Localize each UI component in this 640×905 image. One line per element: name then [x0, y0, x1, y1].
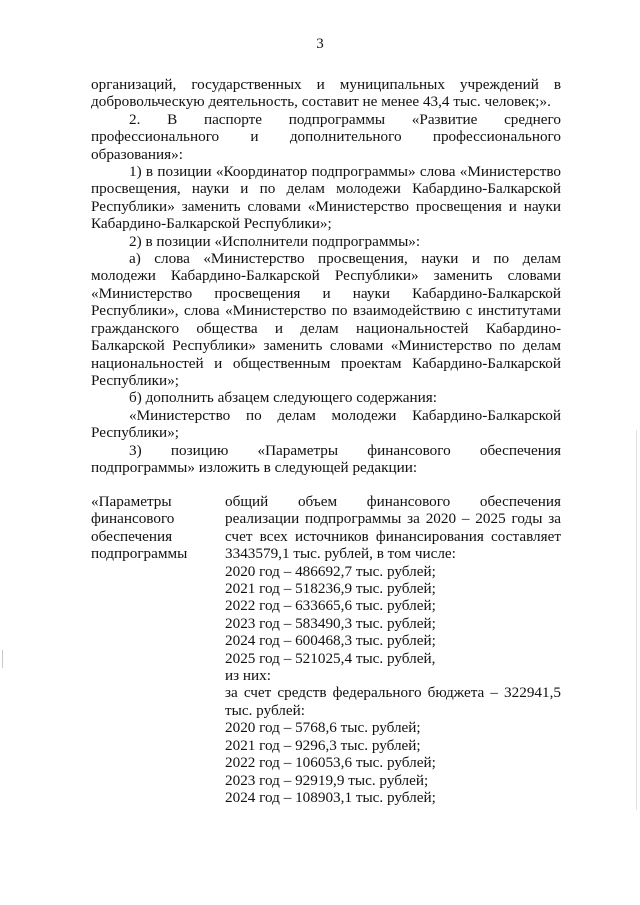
paragraph-coordinator-change: 1) в позиции «Координатор подпрограммы» слова «Министерство просвещения, науки и по делам молодежи Кабардино-Балкарской Республики» заменить словами «Министерство просвещения и науки Кабардино-Балкарской Республики»; — [91, 163, 561, 233]
financing-parameters-label — [91, 493, 221, 806]
scan-edge-mark — [2, 650, 3, 668]
label-line: «Параметры — [91, 493, 172, 510]
total-year-row: 2024 год – 600468,3 тыс. рублей; — [225, 632, 436, 650]
total-year-row: 2020 год – 486692,7 тыс. рублей; — [225, 562, 436, 580]
label-line: финансового — [91, 510, 175, 528]
scan-edge-line — [636, 430, 637, 810]
document-body — [91, 76, 561, 476]
total-year-row: 2023 год – 583490,3 тыс. рублей; — [225, 614, 436, 632]
paragraph-executors-a: а) слова «Министерство просвещения, науки и по делам молодежи Кабардино-Балкарской Республики» заменить словами «Министерство просвещения и науки Кабардино-Балкарской Республики», слова «Министерство по взаимодействию с институтами гражданского общества и делам национальностей Кабардино-Балкарской Республики» заменить словами «Министерство по делам национальностей и общественным проектам Кабардино-Балкарской Республики»; — [91, 250, 561, 389]
financing-parameters-block — [91, 493, 561, 806]
paragraph-executors-b: б) дополнить абзацем следующего содержания: — [129, 389, 437, 407]
federal-year-row: 2020 год – 5768,6 тыс. рублей; — [225, 719, 421, 737]
federal-budget-intro: за счет средств федерального бюджета – 322941,5 тыс. рублей: — [225, 684, 561, 719]
paragraph-volunteer-continuation: организаций, государственных и муниципальных учреждений в добровольческую деятельность, составит не менее 43,4 тыс. человек;». — [91, 76, 561, 111]
total-financing-intro: общий объем финансового обеспечения реализации подпрограммы за 2020 – 2025 годы за счет всех источников финансирования составляет 3343579,1 тыс. рублей, в том числе: — [225, 493, 561, 563]
paragraph-financing-position: 3) позицию «Параметры финансового обеспечения подпрограммы» изложить в следующей редакции: — [91, 441, 561, 476]
federal-year-row: 2022 год – 106053,6 тыс. рублей; — [225, 754, 436, 772]
label-line: обеспечения — [91, 527, 173, 545]
paragraph-item-2-passport: 2. В паспорте подпрограммы «Развитие среднего профессионального и дополнительного профессионального образования»: — [91, 110, 561, 163]
total-year-row: 2022 год – 633665,6 тыс. рублей; — [225, 597, 436, 615]
financing-parameters-value — [221, 493, 561, 806]
federal-year-row: 2023 год – 92919,9 тыс. рублей; — [225, 771, 429, 789]
paragraph-executors-heading: 2) в позиции «Исполнители подпрограммы»: — [129, 232, 421, 250]
label-line: подпрограммы — [91, 545, 188, 563]
of-them-label: из них: — [225, 667, 271, 685]
federal-year-row: 2021 год – 9296,3 тыс. рублей; — [225, 736, 421, 754]
total-year-row: 2025 год – 521025,4 тыс. рублей, — [225, 649, 436, 667]
total-year-row: 2021 год – 518236,9 тыс. рублей; — [225, 580, 436, 598]
federal-year-row: 2024 год – 108903,1 тыс. рублей; — [225, 788, 436, 806]
page-number: 3 — [316, 36, 324, 52]
paragraph-youth-ministry: «Министерство по делам молодежи Кабардино-Балкарской Республики»; — [91, 406, 561, 442]
